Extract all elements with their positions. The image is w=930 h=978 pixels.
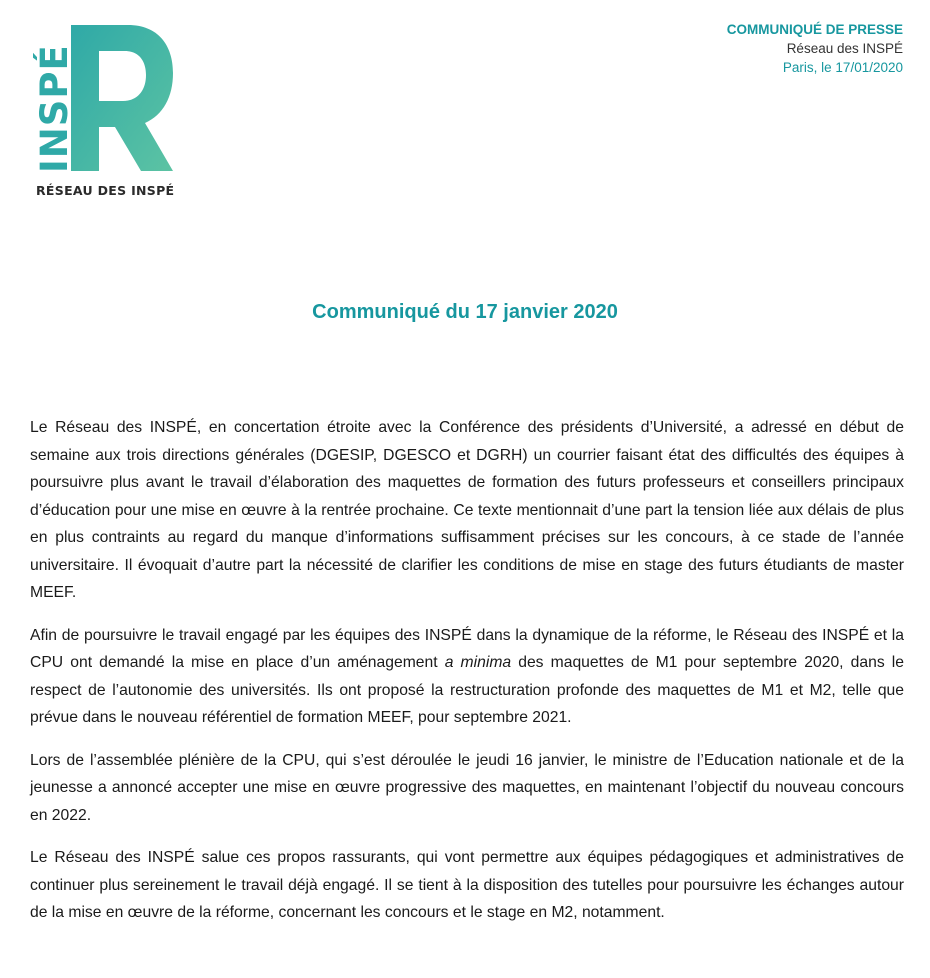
paragraph-4: Le Réseau des INSPÉ salue ces propos rassurants, qui vont permettre aux équipes pédagogiques et administratives de continuer plus sereinement le travail déjà engagé. Il se tient à la disposition des tutelles pour poursuivre les échanges autour de la mise en œuvre de la réforme, concernant les concours et le stage en M2, notamment.	[30, 849, 904, 921]
press-release-label: COMMUNIQUÉ DE PRESSE	[726, 22, 903, 37]
logo-r-shape	[71, 25, 173, 171]
logo-acronym: INSPÉ	[33, 44, 76, 173]
logo-caption: RÉSEAU DES INSPÉ	[36, 183, 175, 198]
place-date: Paris, le 17/01/2020	[782, 60, 903, 75]
paragraph-2-start: Afin de poursuivre le travail engagé par les équipes des INSPÉ dans la dynamique de la réforme, le Réseau des INSPÉ et la CPU ont demandé la mise en place d’un aménagement	[30, 626, 904, 671]
document-body	[30, 414, 904, 942]
document-title: Communiqué du 17 janvier 2020	[312, 301, 618, 323]
inspe-logo	[33, 23, 183, 203]
paragraph-2-end: des maquettes de M1 pour septembre 2020, dans le respect de l’autonomie des universités. Ils ont proposé la restructuration profonde des maquettes de M1 et M2, telle que prévue dans le nouveau référentiel de formation MEEF, pour septembre 2021.	[30, 654, 905, 726]
paragraph-1: Le Réseau des INSPÉ, en concertation étroite avec la Conférence des présidents d’Université, a adressé en début de semaine aux trois directions générales (DGESIP, DGESCO et DGRH) un courrier faisant état des difficultés des équipes à poursuivre plus avant le travail d’élaboration des maquettes de formation des futurs professeurs et conseillers principaux d’éducation pour une mise en œuvre à la rentrée prochaine. Ce texte mentionnait d’une part la tension liée aux délais de plus en plus contraints au regard du manque d’informations suffisamment précises sur les concours, à ce stade de l’année universitaire. Il évoquait d’autre part la nécessité de clarifier les conditions de mise en stage des futurs étudiants de master MEEF.	[30, 419, 904, 601]
logo-graphic	[33, 23, 183, 188]
paragraph-2	[30, 622, 904, 732]
press-header	[727, 20, 903, 77]
organization-name: Réseau des INSPÉ	[786, 41, 903, 56]
paragraph-3: Lors de l’assemblée plénière de la CPU, qui s’est déroulée le jeudi 16 janvier, le ministre de l’Education nationale et de la jeunesse a annoncé accepter une mise en œuvre progressive des maquettes, en maintenant l’objectif du nouveau concours en 2022.	[30, 751, 904, 824]
paragraph-2-emphasis: a minima	[444, 654, 512, 671]
